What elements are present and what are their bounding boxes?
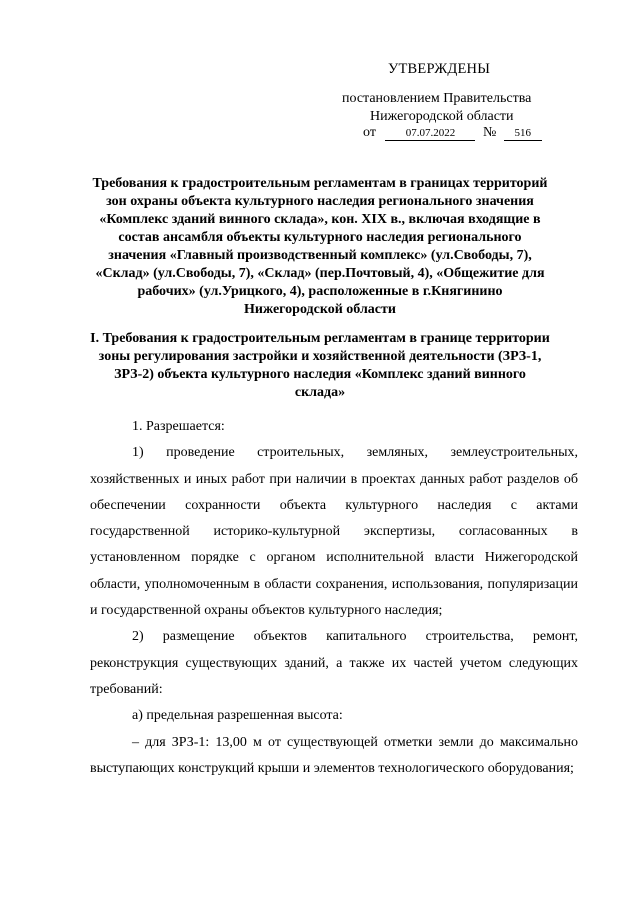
- section-title: I. Требования к градостроительным регламентам в границе территории зоны регулирования застройки и хозяйственной деятельности (ЗРЗ-1, ЗРЗ-2) объекта культурного наследия «Комплекс зданий винного склада»: [90, 331, 550, 400]
- number-sign: №: [482, 125, 497, 140]
- approval-region-line: Нижегородской области: [370, 109, 514, 124]
- decree-date: 07.07.2022: [385, 126, 475, 141]
- approval-decree-line: постановлением Правительства: [342, 91, 532, 106]
- paragraph-item-2: 2) размещение объектов капитального строительства, ремонт, реконструкция существующих зданий, а также их частей учетом следующих требований:: [90, 629, 578, 697]
- document-title: Требования к градостроительным регламентам в границах территорий зон охраны объекта культурного наследия регионального значения «Комплекс зданий винного склада», кон. XIX в., включая входящие в состав ансамбля объекты культурного наследия регионального значения «Главный производственный комплекс» (ул.Свободы, 7), «Склад» (ул.Свободы, 7), «Склад» (пер.Почтовый, 4), «Общежитие для рабочих» (ул.Урицкого, 4), расположенные в г.Княгинино Нижегородской области: [92, 176, 548, 317]
- date-from-label: от: [363, 125, 376, 140]
- paragraph-item-1: 1) проведение строительных, земляных, землеустроительных, хозяйственных и иных работ при наличии в проектах данных работ разделов об обеспечении сохранности объекта культурного наследия с актами государственной историко-культурной экспертизы, согласованных в установленном порядке с органом исполнительной власти Нижегородской области, уполномоченным в области сохранения, использования, популяризации и государственной охраны объектов культурного наследия;: [90, 445, 578, 619]
- document-body: [90, 414, 578, 782]
- approval-date-line: [363, 124, 542, 142]
- decree-number: 516: [504, 126, 542, 141]
- paragraph-zrz1-height: – для ЗРЗ-1: 13,00 м от существующей отметки земли до максимально выступающих конструкций крыши и элементов технологического оборудования;: [90, 734, 578, 776]
- paragraph-subitem-a: а) предельная разрешенная высота:: [132, 708, 343, 724]
- paragraph-permitted: 1. Разрешается:: [132, 419, 225, 434]
- approved-heading: УТВЕРЖДЕНЫ: [388, 61, 491, 77]
